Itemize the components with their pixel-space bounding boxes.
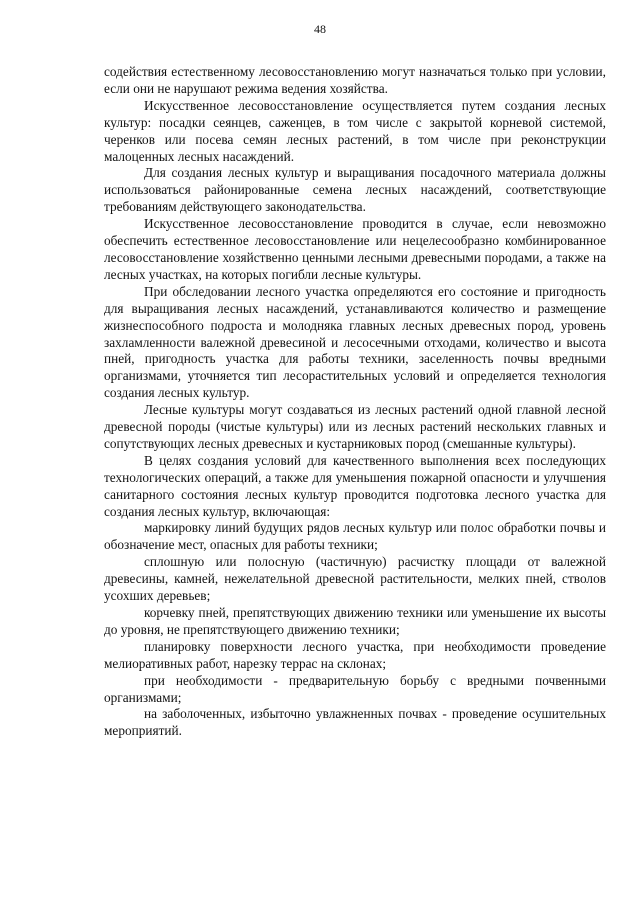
paragraph-1: содействия естественному лесовосстановлению могут назначаться только при условии, если они не нарушают режима ведения хозяйства. bbox=[104, 64, 606, 96]
paragraph-6: Лесные культуры могут создаваться из лесных растений одной главной лесной древесной породы (чистые культуры) или из лесных растений нескольких главных и сопутствующих лесных древесных и кустарниковых пород (смешанные культуры). bbox=[104, 402, 606, 451]
page-number: 48 bbox=[314, 22, 326, 36]
body-text bbox=[104, 64, 606, 740]
list-item-leveling: планировку поверхности лесного участка, при необходимости проведение мелиоративных работ, нарезку террас на склонах; bbox=[104, 638, 606, 671]
paragraph-7: В целях создания условий для качественного выполнения всех последующих технологических операций, а также для уменьшения пожарной опасности и улучшения санитарного состояния лесных культур проводится подготовка лесного участка для создания лесных культур, включающая: bbox=[104, 452, 606, 519]
list-item-marking: маркировку линий будущих рядов лесных культур или полос обработки почвы и обозначение мест, опасных для работы техники; bbox=[104, 520, 606, 553]
paragraph-2: Искусственное лесовосстановление осуществляется путем создания лесных культур: посадки сеянцев, саженцев, в том числе с закрытой корневой системой, черенков или посева семян лесных растений, в том числе при реконструкции малоценных лесных насаждений. bbox=[104, 97, 606, 164]
list-item-pest-control: при необходимости - предварительную борьбу с вредными почвенными организмами; bbox=[104, 672, 606, 705]
list-item-drainage: на заболоченных, избыточно увлажненных почвах - проведение осушительных мероприятий. bbox=[104, 706, 606, 739]
paragraph-5: При обследовании лесного участка определяются его состояние и пригодность для выращивания лесных насаждений, устанавливаются количество и размещение жизнеспособного подроста и молодняка главных лесных древесных пород, уровень захламленности валежной древесиной и лесосечными отходами, количество и высота пней, пригодность участка для работы техники, заселенность почвы вредными организмами, уточняется тип лесорастительных условий и определяется технология создания лесных культур. bbox=[104, 283, 606, 401]
paragraph-4: Искусственное лесовосстановление проводится в случае, если невозможно обеспечить естественное лесовосстановление или нецелесообразно комбинированное лесовосстановление хозяйственно ценными лесными древесными породами, а также на лесных участках, на которых погибли лесные культуры. bbox=[104, 216, 606, 282]
paragraph-3: Для создания лесных культур и выращивания посадочного материала должны использоваться районированные семена лесных насаждений, соответствующие требованиям действующего законодательства. bbox=[104, 165, 606, 215]
list-item-clearing: сплошную или полосную (частичную) расчистку площади от валежной древесины, камней, нежелательной древесной растительности, мелких пней, стволов усохших деревьев; bbox=[104, 554, 606, 604]
list-item-stump-removal: корчевку пней, препятствующих движению техники или уменьшение их высоты до уровня, не препятствующего движению техники; bbox=[104, 605, 606, 637]
